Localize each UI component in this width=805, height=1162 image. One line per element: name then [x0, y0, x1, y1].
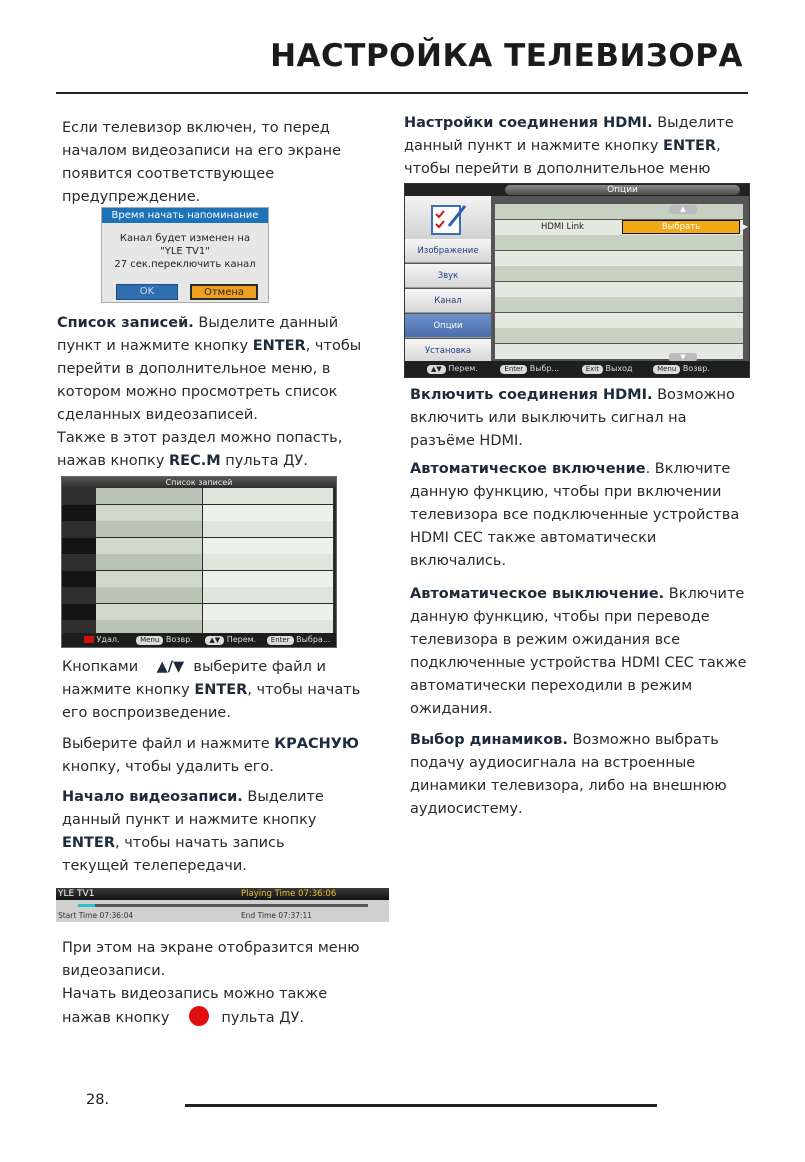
menu-footer	[405, 361, 749, 377]
end-text3b: пульта ДУ.	[221, 1010, 304, 1026]
auto-off-paragraph	[410, 583, 750, 721]
start-heading: Начало видеозаписи.	[62, 789, 243, 805]
speakers-text: Возможно выбрать подачу аудиосигнала на встроенные динамики телевизора, либо на внешнюю аудиосистему.	[410, 732, 727, 817]
menu-row[interactable]	[495, 282, 743, 297]
enter-key-text: ENTER	[194, 682, 248, 698]
delete-file-paragraph	[62, 733, 362, 779]
footer-back-label: Возвр.	[165, 635, 193, 644]
progress-fill	[78, 904, 95, 907]
arrows-icon: ▲/▼	[156, 659, 185, 675]
header-divider	[56, 92, 748, 94]
recording-row[interactable]	[62, 488, 336, 505]
menu-row[interactable]	[495, 235, 743, 250]
playbar-end-time: End Time 07:37:11	[241, 911, 313, 920]
recordings-screen	[61, 476, 337, 648]
menu-foot-move: Перем.	[448, 364, 478, 373]
progress-track	[78, 904, 368, 907]
recording-row[interactable]	[62, 554, 336, 571]
enter-key-text: ENTER	[663, 138, 717, 154]
hdmi-link-label: HDMI Link	[541, 222, 584, 232]
hdmi-settings-paragraph	[404, 112, 734, 181]
recording-row[interactable]	[62, 587, 336, 604]
footer-enter-key: Enter	[267, 636, 294, 645]
recordings-footer	[62, 633, 336, 647]
menu-foot-exit: Выход	[605, 364, 633, 373]
dialog-title: Время начать напоминание	[102, 208, 268, 223]
playbar-start-time: Start Time 07:36:04	[58, 911, 134, 920]
records-text3: Также в этот раздел можно попасть, нажав кнопку	[57, 430, 343, 469]
footer-menu-key: Menu	[136, 636, 163, 645]
menu-foot-exit-key: Exit	[582, 365, 603, 374]
footer-divider	[185, 1104, 657, 1107]
start-text2: , чтобы начать запись текущей телепередачи.	[62, 835, 285, 874]
options-menu-screen	[404, 183, 750, 378]
menu-side-item[interactable]: Опции	[405, 314, 491, 338]
menu-side-item[interactable]: Канал	[405, 289, 491, 313]
dialog-line2: "YLE TV1"	[160, 246, 210, 257]
checklist-icon	[429, 202, 469, 238]
hdmi-link-select[interactable]: Выбрать	[622, 220, 740, 234]
footer-delete-label: Удал.	[96, 635, 120, 644]
playbar-channel: YLE TV1	[58, 889, 95, 899]
speakers-paragraph	[410, 729, 750, 821]
menu-foot-select: Выбр...	[529, 364, 560, 373]
menu-foot-arrows-key: ▲▼	[427, 365, 446, 374]
end-text1: При этом на экране отобразится меню видеозаписи.	[62, 940, 360, 979]
recording-row[interactable]	[62, 571, 336, 588]
buttons-text-b: выберите файл и нажмите кнопку	[62, 659, 326, 698]
records-text2: , чтобы перейти в дополнительное меню, в котором можно просмотреть список сделанных видеозаписей.	[57, 338, 362, 423]
enable-text: Возможно включить или выключить сигнал на разъёме HDMI.	[410, 387, 735, 449]
dialog-line1: Канал будет изменен на	[119, 233, 251, 244]
end-paragraph	[62, 937, 367, 1030]
scroll-down-icon[interactable]: ▼	[669, 353, 697, 362]
dialog-cancel-button[interactable]: Отмена	[190, 284, 258, 300]
footer-select-label: Выбра...	[296, 635, 331, 644]
delete-text-a: Выберите файл и нажмите	[62, 736, 275, 752]
menu-side-item[interactable]: Звук	[405, 264, 491, 288]
menu-row[interactable]	[495, 297, 743, 312]
auto-on-heading: Автоматическое включение	[410, 461, 646, 477]
hdmi-heading: Настройки соединения HDMI.	[404, 115, 653, 131]
dialog-ok-button[interactable]: OK	[116, 284, 178, 300]
menu-foot-back: Возвр.	[682, 364, 710, 373]
playbar-playing-time: Playing Time 07:36:06	[241, 889, 337, 899]
records-text1: Выделите данный пункт и нажмите кнопку	[57, 315, 339, 354]
menu-title: Опции	[505, 185, 740, 195]
record-button-icon	[189, 1006, 209, 1026]
red-key-text: КРАСНУЮ	[274, 736, 359, 752]
records-text4: пульта ДУ.	[220, 453, 308, 469]
menu-row[interactable]	[495, 328, 743, 343]
dialog-line3: 27 сек.переключить канал	[114, 259, 256, 270]
end-text2: Начать видеозапись можно также	[62, 986, 328, 1002]
end-text3a: нажав кнопку	[62, 1010, 170, 1026]
enter-key-text: ENTER	[62, 835, 116, 851]
hdmi-text2: , чтобы перейти в дополнительное меню	[404, 138, 721, 177]
menu-side-item[interactable]: Установка	[405, 339, 491, 363]
select-file-paragraph	[62, 656, 362, 725]
records-heading: Список записей.	[57, 315, 194, 331]
menu-row[interactable]	[495, 266, 743, 281]
intro-paragraph: Если телевизор включен, то перед началом видеозаписи на его экране появится соответствующее предупреждение.	[62, 120, 341, 205]
menu-foot-menu-key: Menu	[653, 365, 680, 374]
red-key-icon	[84, 636, 94, 643]
menu-icon-panel	[405, 196, 491, 242]
recording-row[interactable]	[62, 521, 336, 538]
auto-off-text: Включите данную функцию, чтобы при переводе телевизора в режим ожидания все подключенные устройства HDMI CEC также автоматически переходили в режим ожидания.	[410, 586, 747, 717]
auto-on-text: . Включите данную функцию, чтобы при включении телевизора все подключенные устройства HDMI CEC также автоматически включались.	[410, 461, 740, 569]
recording-row[interactable]	[62, 505, 336, 522]
auto-on-paragraph	[410, 458, 745, 573]
menu-row[interactable]	[495, 251, 743, 266]
records-paragraph	[57, 312, 382, 473]
recm-key-text: REC.M	[169, 453, 221, 469]
menu-side-item[interactable]: Изображение	[405, 239, 491, 263]
delete-text-b: кнопку, чтобы удалить его.	[62, 759, 274, 775]
playback-bar	[56, 888, 389, 922]
page-number: 28.	[86, 1092, 110, 1108]
hdmi-text1: Выделите данный пункт и нажмите кнопку	[404, 115, 734, 154]
reminder-dialog	[101, 207, 269, 303]
buttons-text-a: Кнопками	[62, 659, 139, 675]
menu-foot-enter-key: Enter	[500, 365, 527, 374]
arrow-right-icon: ▶	[742, 222, 749, 231]
enable-heading: Включить соединения HDMI.	[410, 387, 653, 403]
page-title: НАСТРОЙКА ТЕЛЕВИЗОРА	[270, 38, 743, 74]
recording-row[interactable]	[62, 604, 336, 621]
menu-row[interactable]	[495, 344, 743, 359]
buttons-text-c: , чтобы начать его воспроизведение.	[62, 682, 361, 721]
menu-row[interactable]	[495, 204, 743, 219]
speakers-heading: Выбор динамиков.	[410, 732, 568, 748]
enable-hdmi-paragraph	[410, 384, 750, 453]
auto-off-heading: Автоматическое выключение.	[410, 586, 665, 602]
footer-move-label: Перем.	[226, 635, 257, 644]
start-recording-paragraph	[62, 786, 337, 878]
enter-key-text: ENTER	[252, 338, 306, 354]
start-text1: Выделите данный пункт и нажмите кнопку	[62, 789, 324, 828]
recording-row[interactable]	[62, 538, 336, 555]
recordings-screen-title: Список записей	[62, 477, 336, 488]
scroll-up-icon[interactable]: ▲	[669, 205, 697, 214]
footer-arrows-key: ▲▼	[205, 636, 224, 645]
menu-row[interactable]	[495, 313, 743, 328]
